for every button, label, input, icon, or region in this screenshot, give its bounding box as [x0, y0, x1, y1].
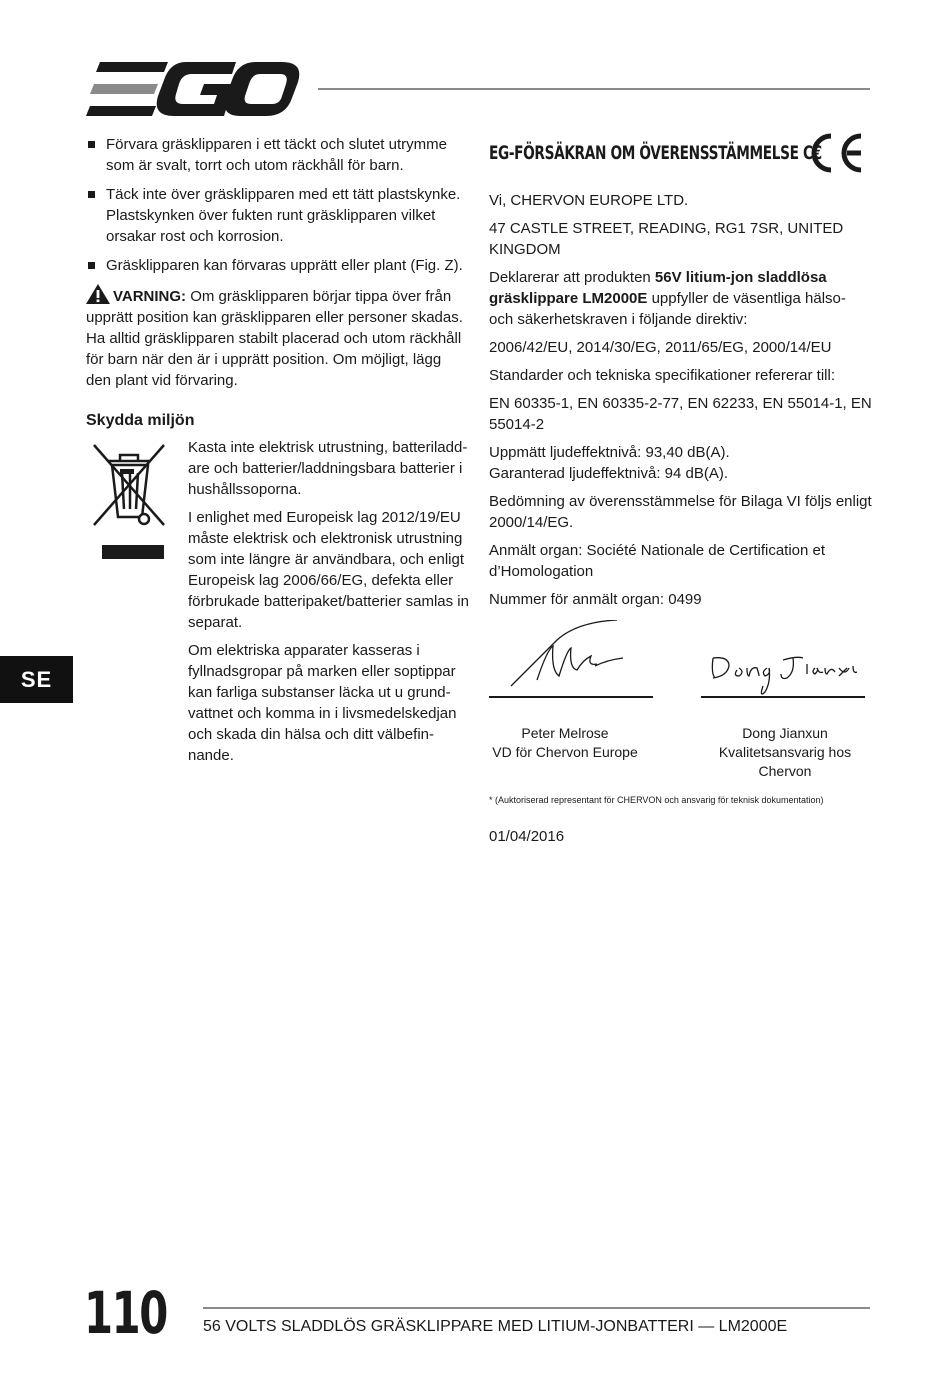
- signatory-caption: [475, 724, 655, 762]
- bullet-item: [86, 255, 470, 276]
- ce-mark-icon: [807, 132, 863, 174]
- signature-line: [489, 696, 653, 698]
- environment-paragraph: Kasta inte elektrisk utrustning, batteriladdare och batterier/laddningsbara batterier i hushållssoporna.: [188, 439, 468, 498]
- assessment-line: Bedömning av överensstämmelse för Bilaga VI följs enligt 2000/14/EG.: [489, 493, 872, 531]
- declare-prefix: Deklarerar att produkten: [489, 269, 655, 286]
- warning-triangle-icon: [86, 284, 110, 304]
- environment-heading: Skydda miljön: [86, 412, 195, 429]
- header-rule: [318, 88, 870, 90]
- signature-peter-melrose: [507, 620, 627, 690]
- product-name: 56V litium-jon sladdlösa gräsklippare LM2000E: [489, 269, 827, 307]
- warning-block: [86, 284, 470, 391]
- warning-label: VARNING:: [113, 288, 187, 305]
- footer-text: 56 VOLTS SLADDLÖS GRÄSKLIPPARE MED LITIUM-JONBATTERI — LM2000E: [203, 1318, 788, 1335]
- language-tab: SE: [0, 656, 73, 703]
- environment-paragraph: Om elektriska apparater kasseras i fyllnadsgropar på marken eller soptippar kan farliga substanser läcka ut u grundvattnet och komma in i livsmedelskedjan och skada din hälsa och ditt välbefinnande.: [188, 642, 457, 764]
- signature-dong-jianxun: [707, 650, 857, 710]
- bullet-text: Förvara gräsklipparen i ett täckt och slutet utrymme som är svalt, torrt och utom räckhåll för barn.: [106, 136, 447, 174]
- bullet-item: [86, 134, 470, 176]
- standards-line: EN 60335-1, EN 60335-2-77, EN 62233, EN 55014-1, EN 55014-2: [489, 395, 872, 433]
- declaration-date: 01/04/2016: [489, 828, 565, 845]
- standards-intro: Standarder och tekniska specifikationer refererar till:: [489, 367, 835, 384]
- right-column: [489, 128, 873, 847]
- footnote: * (Auktoriserad representant för CHERVON och ansvarig för teknisk dokumentation): [489, 795, 824, 805]
- signatory-name: Dong Jianxun: [742, 725, 828, 741]
- sound-measured: Uppmätt ljudeffektnivå: 93,40 dB(A).: [489, 444, 730, 461]
- declare-suffix: uppfyller de väsentliga hälso- och säkerhetskraven i följande direktiv:: [489, 290, 846, 328]
- address-line: 47 CASTLE STREET, READING, RG1 7SR, UNITED KINGDOM: [489, 220, 844, 258]
- company-line: Vi, CHERVON EUROPE LTD.: [489, 192, 689, 209]
- environment-section: [86, 437, 470, 766]
- notified-body-line: Anmält organ: Société Nationale de Certification et d’Homologation: [489, 542, 826, 580]
- signatory-title: Kvalitetsansvarig hos Chervon: [718, 744, 852, 779]
- notified-number-line: Nummer för anmält organ: 0499: [489, 591, 702, 608]
- declaration-paragraph: [489, 267, 873, 330]
- footer-rule: [203, 1307, 870, 1309]
- sound-guaranteed: Garanterad ljudeffektnivå: 94 dB(A).: [489, 465, 729, 482]
- crossed-out-bin-icon: [92, 443, 168, 561]
- signatory-name: Peter Melrose: [521, 725, 609, 741]
- signatory-caption: [693, 724, 877, 781]
- page-number: 110: [84, 1279, 167, 1347]
- warning-text: Om gräsklipparen börjar tippa över från upprätt position kan gräsklipparen eller personer skadas. Ha alltid gräsklipparen stabilt placerad och utom räckhåll för barn när den är i upprätt position. Om möjligt, lägg den plant vid förvaring.: [86, 288, 463, 389]
- signature-line: [701, 696, 865, 698]
- bullet-text: Täck inte över gräsklipparen med ett tätt plastskynke. Plastskynken över fukten runt gräsklipparen vilket orsakar rost och korrosion.: [106, 186, 461, 245]
- left-column: [86, 134, 470, 773]
- bullet-square-icon: [88, 262, 95, 269]
- bullet-text: Gräsklipparen kan förvaras upprätt eller plant (Fig. Z).: [106, 257, 463, 274]
- bullet-square-icon: [88, 141, 95, 148]
- declaration-title: EG-FÖRSÄKRAN OM ÖVERENSSTÄMMELSE C€: [489, 141, 822, 164]
- ego-logo: [86, 62, 300, 116]
- storage-bullets: [86, 134, 470, 276]
- directives-line: 2006/42/EU, 2014/30/EG, 2011/65/EG, 2000/14/EU: [489, 339, 832, 356]
- signature-area: [489, 620, 873, 790]
- bullet-square-icon: [88, 191, 95, 198]
- environment-paragraph: I enlighet med Europeisk lag 2012/19/EU måste elektrisk och elektronisk utrustning som inte längre är användbara, och enligt Europeisk lag 2006/66/EG, defekta eller förbrukade batteripaket/batterier samlas in separat.: [188, 509, 469, 631]
- declaration-title-row: [489, 128, 873, 178]
- sound-levels: [489, 442, 873, 484]
- signatory-title: VD för Chervon Europe: [492, 744, 638, 760]
- bullet-item: [86, 184, 470, 247]
- environment-text: [188, 437, 470, 766]
